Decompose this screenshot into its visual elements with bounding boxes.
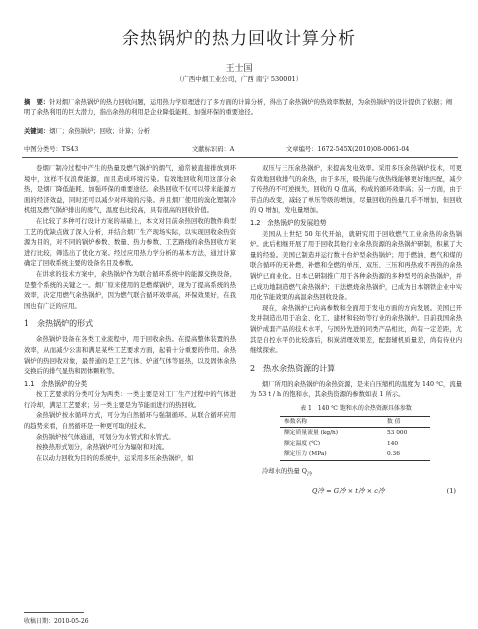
table-header-row: [280, 416, 430, 428]
formula-expression: Q冷 = G冷 × t冷 × c冷: [312, 486, 385, 495]
left-column: [24, 164, 236, 464]
formula-intro-subscript: 冷: [306, 471, 313, 478]
section-heading-2: 2 热水余热资源的计算: [250, 363, 336, 373]
table-header-cell: 数 值: [387, 418, 401, 425]
paragraph: 按工艺要求的分类可分为两类：一类主要是对工厂生产过程中的气体进行冷却，满足工艺要求；另一类主要是为节能而进行的热回收。: [24, 391, 236, 409]
paragraph: 在以动力回收为目的的系统中，运采用多压余热锅炉，如: [36, 454, 194, 462]
right-column: [250, 164, 462, 498]
subsection-heading-1-2: 1.2 余热锅炉的发展趋势: [250, 218, 327, 227]
abstract-text: 针对烟厂余热锅炉的热力回收问题，运用热力学原理进行了多方面的计算分析，得出了余热锅炉的热效率数据，为余热锅炉的设计提供了依据；阐明了余热利用的巨大潜力，指出余热的利用是企业降低能耗、加强环保的重要途径。: [24, 99, 453, 116]
table-cell: 额定质量流量 (kg/h): [284, 430, 339, 437]
paper-title: 余热锅炉的热力回收计算分析: [122, 29, 356, 49]
table-row: [280, 439, 430, 450]
keywords-label: 关键词：: [24, 128, 50, 135]
formula-intro: 冷却水的热量 Q: [262, 467, 307, 475]
table-row: [280, 428, 430, 439]
section-heading-1: 1 余热锅炉的形式: [24, 319, 94, 329]
paragraph: 卷烟厂制冷过程中产生的热量及燃气锅炉的烟气，通常被直接排放到环境中，这样不仅浪费能源，而且造成环境污染。有效地回收利用这部分余热，是烟厂降低能耗、加强环保的重要途径。余热回收不仅可以带来能源方面的经济效益，同时还可以减少对环境的污染。并且烟厂使用的溴化锂制冷机组及燃气锅炉排出的废气，温度也比较高，具有很高的回收价值。: [24, 165, 236, 215]
author-name: 王士国: [225, 64, 253, 74]
paragraph: 双压与三压余热锅炉，来提高发电效率。采用多压余热锅炉技术，可更有效地回收排气的余热，由于多压，吸热能与放热线能够更好地匹配，减少了传热的不可逆损失，回收的 Q 值高，构成的循环效率高；另一方面，由于节点的改变，减轻了单压等级的增加，尽量回收的热量几乎不增加，但回收的 Q 增加，发电量增加。: [250, 165, 462, 215]
table-caption: 表 1 140 ℃ 饱和水的余热资源具体参数: [300, 404, 412, 412]
paragraph: 现在，余热锅炉已向高参数和全面用于发电方面的方向发展。美国已开发并制造出用于冶金、化工、建材和轻纺等行业的余热锅炉。目前我国余热锅炉成套产品的技术水平，与国外先进的同类产品相比，尚有一定差距，尤其是自控水平仍比较落后，积炭清理效果差，配套辅机质量差，尚有待业内继续探索。: [250, 304, 462, 355]
clc-number: 中图分类号：TS43: [24, 146, 79, 153]
formula-number: (1): [446, 486, 456, 495]
abstract: [24, 98, 458, 117]
document-code: 文献标识码：A: [192, 146, 235, 153]
article-number: 文章编号：1672-545X(2010)08-0061-04: [286, 146, 410, 153]
abstract-label: 摘 要：: [24, 99, 50, 106]
paragraph: 在讲求的技术方案中，余热锅炉作为联合循环系统中的能源交换设备，是整个系统的关键之一。烟厂原来使用的是燃煤锅炉，现为了提高系统的热效率，决定用燃气余热锅炉，因为燃气联合循环效率高，环保效果好，在我国也有广泛的应用。: [24, 270, 236, 310]
paragraph: [250, 467, 462, 480]
parameter-table: [280, 416, 430, 461]
footnote-divider: [24, 612, 84, 613]
table-cell: 额定温度 (℃): [284, 440, 321, 447]
classification-line: [24, 144, 458, 154]
formula: [250, 486, 462, 498]
table-row: [280, 449, 430, 460]
keywords-text: 烟厂；余热锅炉；回收；计算；分析: [49, 128, 150, 135]
paragraph: 余热锅炉按气体通道，可划分为水管式和水管式。: [36, 433, 175, 441]
paragraph: 在比较了多种可行设计方案的基础上，本文对目前余热回收的散件典型工艺的优缺点做了深入分析，并结合烟厂生产现场实际，以实现回收余热资源为目的，对不同的锅炉参数、数量、热力参数、工艺路线的余热回收方案进行比较，筛选出了优化方案。经过应用热力学分析的基本方法，通过计算确定了回收系统主要的设备名目及参数。: [24, 217, 236, 268]
table-cell: 53 000: [387, 430, 408, 437]
header-divider: [22, 157, 458, 158]
subsection-heading-1-1: 1.1 余热锅炉的分类: [24, 379, 88, 388]
received-date: 收稿日期：2010-05-26: [24, 618, 89, 625]
table-cell: 0.36: [387, 451, 400, 458]
table-cell: 额定压力 (MPa): [284, 451, 327, 458]
keywords: [24, 126, 458, 135]
author-affiliation: （广西中烟工业公司，广西 南宁 530001）: [175, 75, 303, 83]
paragraph: 按换热形式划分，余热锅炉可分为辐射和对流。: [36, 444, 169, 452]
paragraph: 美国从上世纪 50 年代开始，就研究用于回收燃气工业余热的余热锅炉。此后相继开展了用于回收其他行业余热资源的余热锅炉研制，积累了大量的经验。美国已制造并运行数十台炉型余热锅炉；用于燃油、燃气和煤的联合循环的无补燃、补燃和全燃的单压、双压、三压和再热或不再热的余热锅炉已商业化。日本已研制推广用于各种余热源的多种型号的余热锅炉，并已成功地制造燃气余热锅炉；干法燃烧余热锅炉，已成为日本钢铁企业中实用化节能效果的高温余热回收设备。: [250, 230, 462, 302]
paragraph: 余热锅炉按水循环方式，可分为自然循环与强制循环。从联合循环应用的趋势来看，自然循环是一种更可取的技术。: [24, 412, 236, 431]
paragraph: 烟厂所用的余热锅炉的余热资源，是来自压缩机的温度为 140 ℃，流量为 53 t / h 的饱和水，其余热资源的参数如表 1 所示。: [250, 380, 462, 399]
table-cell: 140: [387, 440, 399, 447]
table-header-cell: 参数名称: [284, 418, 308, 425]
paragraph: 余热锅炉设备在各类工业流程中，用于回收余热。在提高整体装置的热效率，从而减少公害和满足某些工艺要求方面，起着十分重要的作用。余热锅炉的热回收对象，最普通的是工艺气体、炉道气体等显热，以及固体余热交换后的排气显热和固体颗粒等。: [24, 336, 236, 376]
